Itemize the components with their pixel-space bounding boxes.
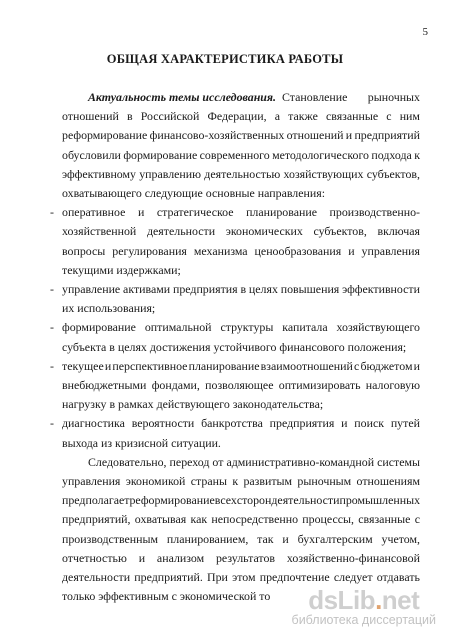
word: предприятий.: [134, 570, 203, 585]
list-item-line: [62, 222, 420, 241]
word: производственно-: [329, 205, 420, 220]
word: деятельности: [146, 224, 216, 239]
text-run: [62, 376, 420, 395]
word: стратегическое: [156, 205, 234, 220]
logo-dot: .: [375, 585, 382, 615]
text-run: [62, 146, 420, 165]
word: вопросы: [62, 243, 106, 258]
word: и: [348, 243, 355, 258]
word: отношениям: [356, 474, 420, 489]
text-run: [62, 549, 420, 568]
word: субъектов,: [366, 166, 420, 181]
word: как: [190, 512, 208, 527]
list-item-line: [50, 280, 420, 299]
list-item-line: [62, 261, 420, 280]
word: с: [386, 109, 392, 124]
word: структуры: [220, 320, 274, 335]
word: управление: [62, 282, 121, 297]
word: и: [345, 128, 353, 143]
word: предприятий: [354, 128, 420, 143]
word: а: [274, 109, 280, 124]
word: предпочтение: [259, 570, 330, 585]
list-dash: -: [50, 205, 54, 220]
text-run: [62, 280, 420, 299]
word: ним: [399, 109, 420, 124]
text-run: [62, 242, 420, 261]
list-item-line: [62, 242, 420, 261]
word: предприятий,: [62, 512, 131, 527]
word: отдавать: [376, 570, 420, 585]
word: Следовательно,: [88, 454, 167, 469]
word: и: [137, 205, 145, 220]
word: экономических: [225, 224, 303, 239]
word: переход: [169, 454, 210, 469]
list-item-line: [62, 434, 420, 453]
word: экономикой: [125, 474, 186, 489]
paragraph-line: [62, 107, 420, 126]
dslib-logo: [292, 587, 436, 613]
list-dash: -: [50, 358, 54, 373]
paragraph-line: [62, 549, 420, 568]
paragraph-line: [62, 453, 420, 472]
word: охватывая: [134, 512, 187, 527]
word: активами: [123, 282, 171, 297]
body-text: [50, 88, 421, 606]
word: подхода: [371, 147, 412, 162]
text-run: [62, 472, 420, 491]
word: страны: [190, 474, 227, 489]
word: текущее: [62, 358, 104, 373]
word: оптимизировать: [278, 378, 361, 393]
word: хозяйственно-финансовой: [286, 550, 420, 565]
word: и: [341, 416, 348, 431]
word: так: [257, 531, 274, 546]
word: и: [282, 531, 289, 546]
paragraph-line: [62, 491, 420, 510]
paragraph-line: [62, 126, 420, 145]
dslib-watermark: [292, 587, 436, 627]
list-item-line: [50, 318, 420, 337]
word: промышленных: [339, 493, 421, 508]
word: анализом: [156, 550, 205, 565]
word: результатов: [215, 550, 276, 565]
word: формирование: [123, 147, 198, 162]
text-run: текущими издержками;: [62, 262, 181, 277]
list-item-line: [62, 299, 420, 318]
word: всех: [214, 493, 237, 508]
word: предполагает: [62, 493, 130, 508]
word: к: [232, 474, 239, 489]
word: включая: [377, 224, 420, 239]
paragraph-line: [62, 510, 420, 529]
word: целях: [248, 282, 278, 297]
word: перспективное: [112, 358, 188, 373]
word: управления: [361, 243, 420, 258]
word: планирование: [246, 205, 317, 220]
word: процессы,: [302, 512, 354, 527]
list-item-line: [62, 395, 420, 414]
word: финансово-хозяйственных: [149, 128, 285, 143]
word: путей: [390, 416, 420, 431]
word: капитала: [282, 320, 328, 335]
italic-lead: Актуальность темы исследования.: [88, 90, 277, 104]
word: деятельности: [271, 493, 340, 508]
text-run: [62, 414, 420, 433]
word: хозяйствующих: [283, 166, 364, 181]
word: в: [240, 282, 247, 297]
word: взаимоотношений: [260, 358, 353, 373]
word: от: [212, 454, 224, 469]
word: ценообразования: [254, 243, 342, 258]
word: рыночным: [297, 474, 352, 489]
paragraph-line: [62, 530, 420, 549]
paragraph-line: [62, 472, 420, 491]
text-run: [62, 203, 420, 222]
word: диагностика: [62, 416, 125, 431]
list-dash: -: [50, 320, 54, 335]
logo-main: dsLib: [308, 585, 376, 615]
list-item-line: [50, 357, 420, 376]
word: бюджетом: [360, 358, 413, 373]
word: и: [413, 358, 420, 373]
text-run: [62, 107, 420, 126]
word: этом: [232, 570, 256, 585]
word: бухгалтерским: [297, 531, 373, 546]
word: оперативное: [62, 205, 126, 220]
word: формирование: [62, 320, 136, 335]
word: управления: [62, 474, 121, 489]
word: внебюджетными: [62, 378, 147, 393]
word: поиск: [354, 416, 385, 431]
list-dash: -: [50, 282, 54, 297]
word: субъектов,: [313, 224, 367, 239]
word: деятельностью: [204, 166, 281, 181]
text-run: [62, 357, 420, 376]
word: позволяющее: [205, 378, 274, 393]
word: административно-командной: [226, 454, 375, 469]
word: предприятия: [269, 416, 335, 431]
text-run: субъекта в целях достижения устойчивого финансового положения;: [62, 339, 407, 354]
logo-tld: net: [381, 585, 420, 615]
word: вероятности: [131, 416, 195, 431]
list-dash: -: [50, 416, 54, 431]
text-run: [62, 126, 420, 145]
word: системы: [377, 454, 420, 469]
list-item-line: [62, 376, 420, 395]
word: методологического: [272, 147, 369, 162]
text-run: [88, 453, 420, 472]
word: оптимальной: [144, 320, 212, 335]
word: также: [288, 109, 318, 124]
word: и: [138, 550, 146, 565]
word: банкротства: [201, 416, 263, 431]
text-run: только эффективным с экономической то: [62, 589, 271, 604]
word: При: [207, 570, 228, 585]
word: современного: [199, 147, 270, 162]
word: фондами,: [151, 378, 200, 393]
word: с: [354, 358, 360, 373]
paragraph-line: [62, 184, 420, 203]
text-run: выхода из кризисной ситуации.: [62, 435, 221, 450]
word: реформирование: [62, 128, 148, 143]
text-run: [62, 318, 420, 337]
word: предприятия: [172, 282, 238, 297]
word: планированием,: [166, 531, 249, 546]
text-run: [62, 222, 420, 241]
section-heading: ОБЩАЯ ХАРАКТЕРИСТИКА РАБОТЫ: [106, 52, 344, 66]
word: управлению: [139, 166, 202, 181]
word: налоговую: [365, 378, 420, 393]
word: деятельности: [62, 570, 131, 585]
word: Федерации,: [207, 109, 267, 124]
word: следует: [333, 570, 373, 585]
word: с: [414, 512, 420, 527]
word: связанные: [358, 512, 411, 527]
word: непосредственно: [211, 512, 299, 527]
word: рыночных: [367, 90, 420, 104]
word: реформирование: [129, 493, 215, 508]
word: обусловили: [62, 147, 121, 162]
word: учетом,: [381, 531, 420, 546]
text-run: [62, 165, 420, 184]
word: хозяйственной: [62, 224, 137, 239]
word: Становление: [282, 90, 348, 104]
word: хозяйствующего: [336, 320, 420, 335]
text-run: [282, 88, 420, 107]
word: отношений: [62, 109, 119, 124]
word: механизма: [193, 243, 248, 258]
word: сторон: [236, 493, 272, 508]
word: эффективности: [342, 282, 420, 297]
word: повышения: [280, 282, 340, 297]
word: и: [104, 358, 112, 373]
word: развитым: [243, 474, 293, 489]
text-run: [62, 491, 420, 510]
word: отношений: [286, 128, 344, 143]
text-run: [62, 510, 420, 529]
page-number: 5: [422, 26, 428, 38]
text-run: охватывающего следующие основные направления:: [62, 186, 326, 201]
word: отчетностью: [62, 550, 127, 565]
word: в: [126, 109, 133, 124]
list-item-line: [50, 414, 420, 433]
text-run: их использования;: [62, 301, 156, 316]
word: связанные: [325, 109, 379, 124]
paragraph-line: [62, 146, 420, 165]
paragraph-line: [62, 165, 420, 184]
word: эффективному: [62, 166, 136, 181]
word: планирование: [188, 358, 260, 373]
paragraph-line: [62, 88, 420, 107]
word: Российской: [140, 109, 200, 124]
list-item-line: [50, 203, 420, 222]
text-run: нагрузку в рамках действующего законодательства;: [62, 397, 324, 412]
word: производственным: [62, 531, 159, 546]
text-run: [62, 530, 420, 549]
watermark-subtitle: библиотека диссертаций: [291, 613, 436, 627]
word: регулирования: [112, 243, 187, 258]
word: к: [414, 147, 420, 162]
list-item-line: [62, 338, 420, 357]
